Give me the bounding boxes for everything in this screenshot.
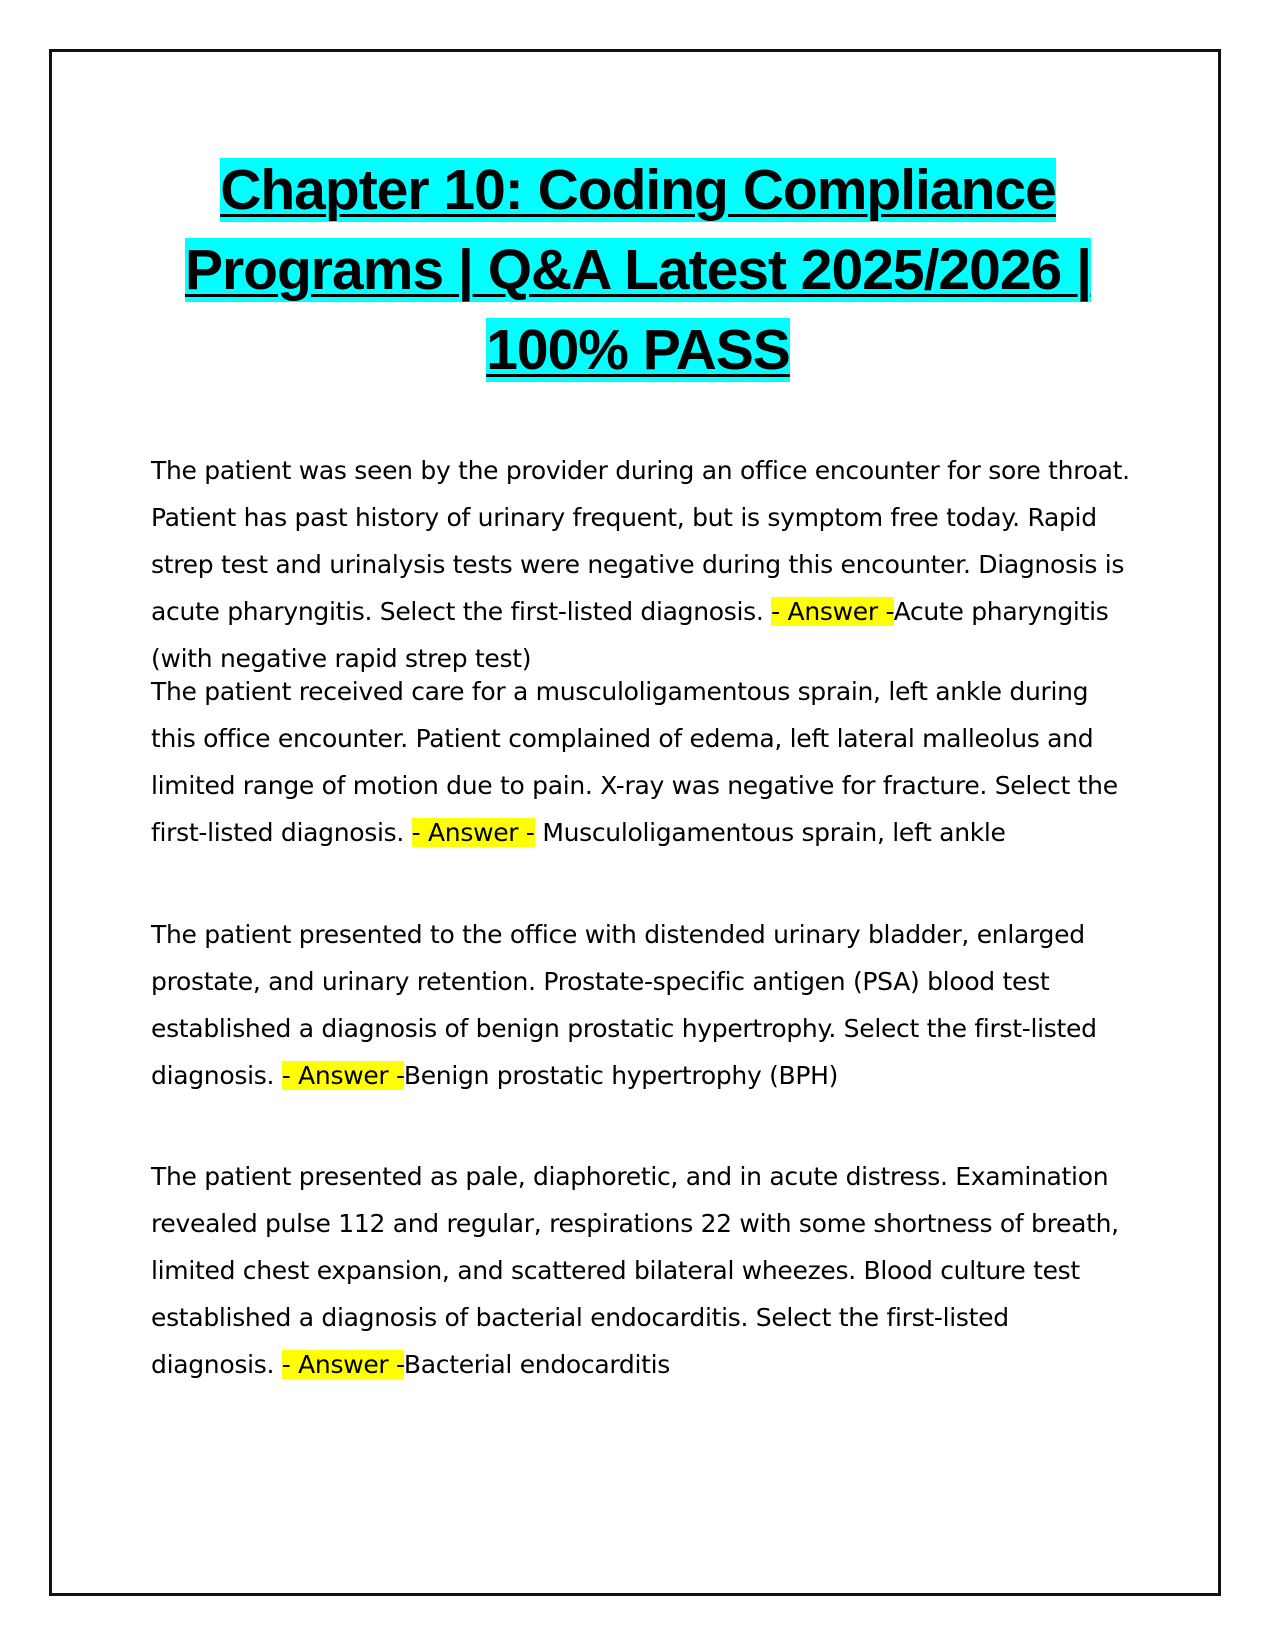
answer-text: Musculoligamentous sprain, left ankle	[542, 818, 1006, 847]
answer-text: Acute pharyngitis (with negative rapid strep test)	[151, 597, 1109, 673]
qa-item-3	[151, 911, 1136, 1099]
answer-marker: - Answer -	[771, 597, 894, 626]
title-text: Chapter 10: Coding Compliance Programs | Q&A Latest 2025/2026 | 100% PASS	[184, 158, 1092, 382]
qa-item-4	[151, 1153, 1136, 1388]
answer-marker: - Answer -	[411, 818, 535, 847]
answer-marker: - Answer -	[281, 1061, 404, 1090]
answer-text: Bacterial endocarditis	[403, 1350, 670, 1379]
document-title	[140, 150, 1136, 390]
qa-item-1	[151, 447, 1136, 682]
qa-item-2	[151, 668, 1136, 856]
answer-marker: - Answer -	[281, 1350, 404, 1379]
question-text: The patient presented to the office with distended urinary bladder, enlarged prostate, and urinary retention. Prostate-specific antigen (PSA) blood test established a diagnosis of benign prostatic hypertrophy. Select the first-listed diagnosis.	[151, 920, 1097, 1090]
answer-text: Benign prostatic hypertrophy (BPH)	[403, 1061, 839, 1090]
question-text: The patient was seen by the provider during an office encounter for sore throat. Patient has past history of urinary frequent, but is symptom free today. Rapid strep test and urinalysis tests were negative during this encounter. Diagnosis is acute pharyngitis. Select the first-listed diagnosis.	[151, 456, 1130, 626]
question-text: The patient presented as pale, diaphoretic, and in acute distress. Examination revealed pulse 112 and regular, respirations 22 with some shortness of breath, limited chest expansion, and scattered bilateral wheezes. Blood culture test established a diagnosis of bacterial endocarditis. Select the first-listed diagnosis.	[151, 1162, 1119, 1379]
question-text: The patient received care for a musculoligamentous sprain, left ankle during this office encounter. Patient complained of edema, left lateral malleolus and limited range of motion due to pain. X-ray was negative for fracture. Select the first-listed diagnosis.	[151, 677, 1118, 847]
